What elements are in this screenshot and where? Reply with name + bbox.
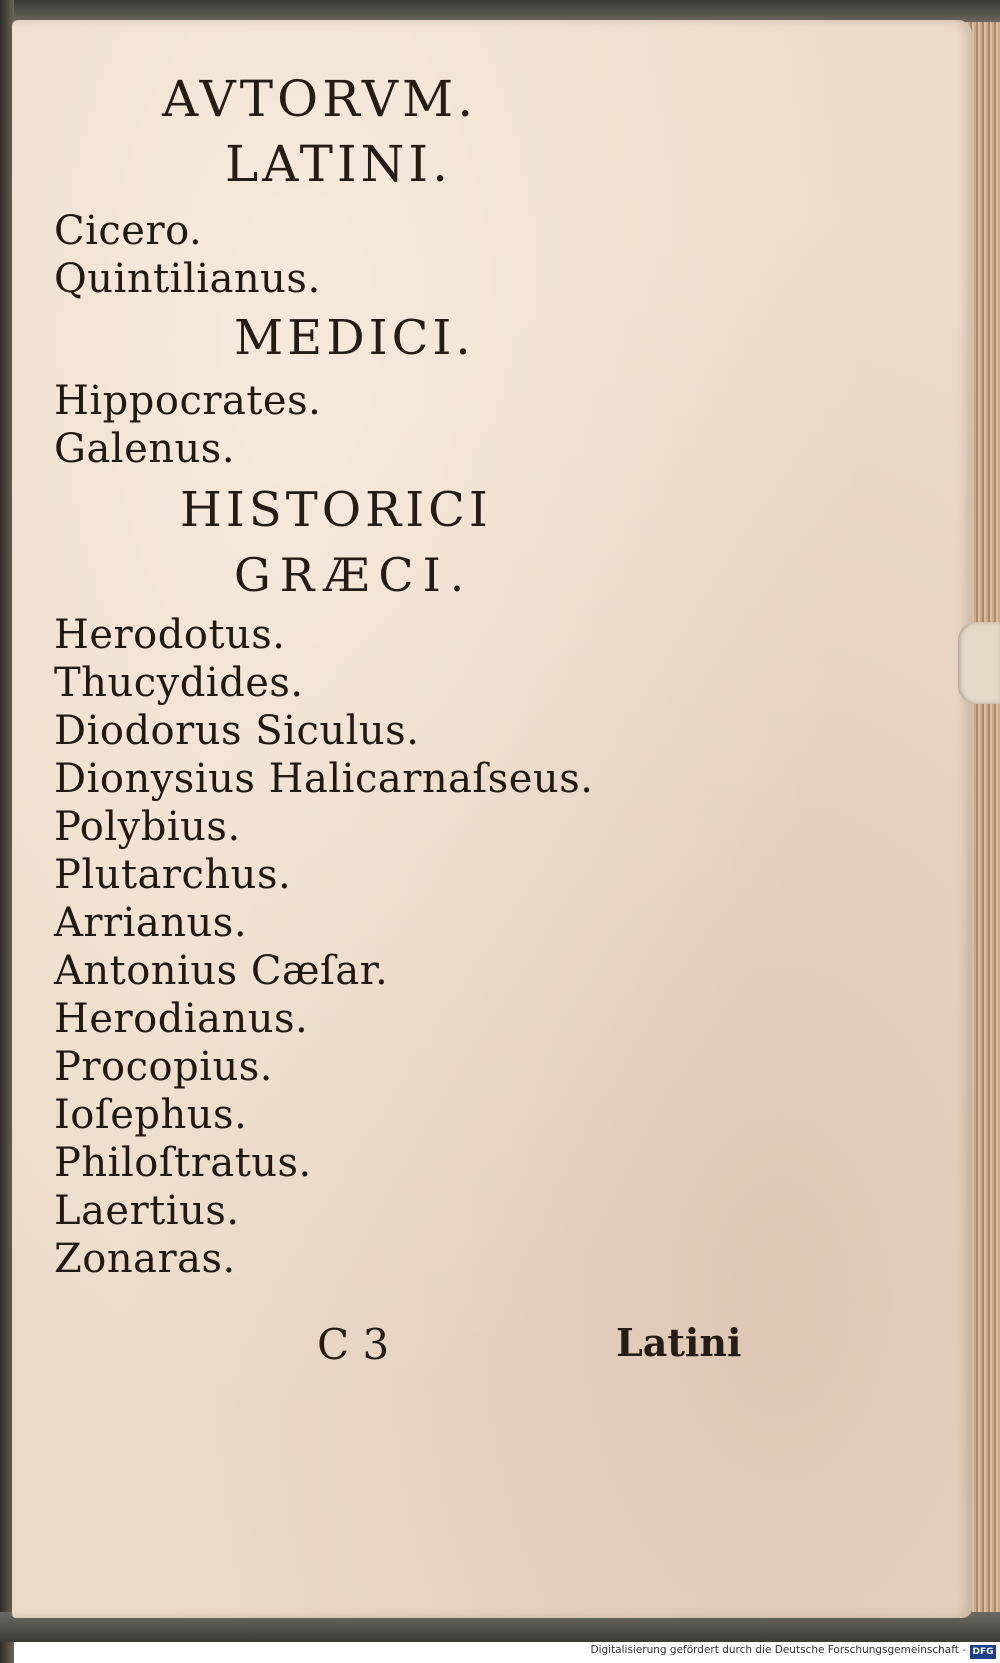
entry-iosephus: Ioſephus.: [54, 1092, 248, 1138]
entry-herodotus: Herodotus.: [54, 612, 286, 658]
digitization-footer: [590, 1642, 1000, 1663]
heading-historici: HISTORICI: [180, 482, 492, 538]
entry-procopius: Procopius.: [54, 1044, 274, 1090]
catchword: Latini: [616, 1320, 742, 1365]
signature-mark: C 3: [317, 1320, 390, 1369]
entry-zonaras: Zonaras.: [54, 1236, 236, 1282]
entry-polybius: Polybius.: [54, 804, 241, 850]
entry-laertius: Laertius.: [54, 1188, 240, 1234]
heading-medici: MEDICI.: [234, 310, 475, 366]
entry-herodianus: Herodianus.: [54, 996, 309, 1042]
dfg-logo-icon: DFG: [970, 1645, 996, 1659]
book-page: [12, 20, 972, 1618]
entry-thucydides: Thucydides.: [54, 660, 304, 706]
entry-dionysius: Dionysius Halicarnaſseus.: [54, 756, 594, 802]
entry-arrianus: Arrianus.: [54, 900, 248, 946]
bleed-through-decoration: [452, 230, 732, 475]
heading-latini: LATINI.: [225, 135, 453, 193]
entry-plutarchus: Plutarchus.: [54, 852, 292, 898]
entry-antonius-caesar: Antonius Cæſar.: [54, 948, 389, 994]
entry-philostratus: Philoſtratus.: [54, 1140, 312, 1186]
entry-galenus: Galenus.: [54, 426, 236, 472]
binding-top-edge: [0, 0, 1000, 22]
heading-autorum: AVTORVM.: [162, 70, 478, 128]
entry-hippocrates: Hippocrates.: [54, 378, 322, 424]
entry-quintilianus: Quintilianus.: [54, 256, 321, 302]
page-tab-marker: [958, 622, 1000, 704]
entry-cicero: Cicero.: [54, 208, 203, 254]
footer-credit: Digitalisierung gefördert durch die Deutsche Forschungsgemeinschaft -: [590, 1644, 966, 1656]
heading-graeci: GRÆCI.: [234, 548, 474, 602]
entry-diodorus: Diodorus Siculus.: [54, 708, 420, 754]
